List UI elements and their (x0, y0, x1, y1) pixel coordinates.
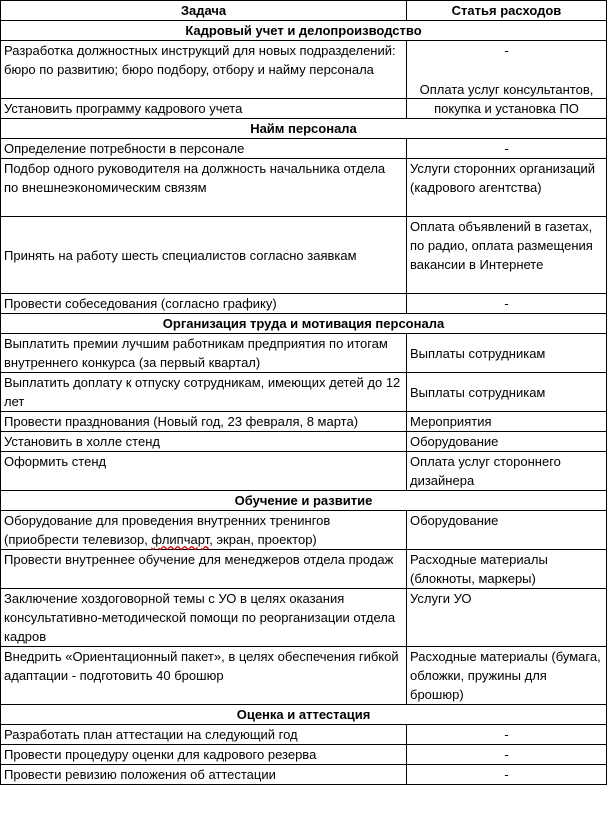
cost-cell: Услуги УО (407, 589, 607, 647)
task-cell: Выплатить премии лучшим работникам предприятия по итогам внутреннего конкурса (за первый квартал) (1, 334, 407, 373)
section-title: Организация труда и мотивация персонала (1, 314, 607, 334)
table-row (1, 139, 607, 159)
table-row (1, 99, 607, 119)
task-cell: Провести празднования (Новый год, 23 февраля, 8 марта) (1, 412, 407, 432)
cost-cell: Оплата объявлений в газетах, по радио, оплата размещения вакансии в Интернете (407, 217, 607, 294)
task-cell: Определение потребности в персонале (1, 139, 407, 159)
table-row (1, 294, 607, 314)
task-text-c: , экран, проектор) (209, 532, 317, 547)
task-cell: Подбор одного руководителя на должность начальника отдела по внешнеэкономическим связям (1, 159, 407, 217)
cost-cell: Выплаты сотрудникам (407, 334, 607, 373)
task-cell (1, 511, 407, 550)
table-row (1, 511, 607, 550)
header-cost: Статья расходов (407, 1, 607, 21)
cost-cell: - (407, 41, 607, 99)
task-text-a: Оборудование для проведения внутренних тренингов (приобрести телевизор, (4, 513, 331, 547)
cost-cell: Оплата услуг стороннего дизайнера (407, 452, 607, 491)
cost-cell: Расходные материалы (бумага, обложки, пружины для брошюр) (407, 647, 607, 705)
table-row (1, 452, 607, 491)
table-row (1, 432, 607, 452)
cost-cell: Услуги сторонних организаций (кадрового агентства) (407, 159, 607, 217)
task-cell: Выплатить доплату к отпуску сотрудникам, имеющих детей до 12 лет (1, 373, 407, 412)
cost-cell: - (407, 294, 607, 314)
section-title: Кадровый учет и делопроизводство (1, 21, 607, 41)
task-cell: Установить программу кадрового учета (1, 99, 407, 119)
table-row (1, 647, 607, 705)
task-cell: Разработать план аттестации на следующий год (1, 725, 407, 745)
cost-cell (407, 82, 607, 119)
table-row (1, 159, 607, 217)
table-row (1, 334, 607, 373)
section-title: Обучение и развитие (1, 491, 607, 511)
task-cell: Принять на работу шесть специалистов согласно заявкам (1, 217, 407, 294)
task-cell: Провести внутреннее обучение для менеджеров отдела продаж (1, 550, 407, 589)
cost-cell: Выплаты сотрудникам (407, 373, 607, 412)
task-cell: Разработка должностных инструкций для новых подразделений: бюро по развитию; бюро подбору, отбору и найму персонала (1, 41, 407, 99)
section-row (1, 314, 607, 334)
cost-cell: - (407, 139, 607, 159)
table-row (1, 589, 607, 647)
task-cell: Провести собеседования (согласно графику) (1, 294, 407, 314)
cost-cell: Мероприятия (407, 412, 607, 432)
section-title: Найм персонала (1, 119, 607, 139)
task-cell: Установить в холле стенд (1, 432, 407, 452)
table-row (1, 373, 607, 412)
table-row (1, 550, 607, 589)
task-cell: Провести ревизию положения об аттестации (1, 765, 407, 785)
section-row (1, 491, 607, 511)
table-row (1, 765, 607, 785)
table-row (1, 745, 607, 765)
cost-cell: Расходные материалы (блокноты, маркеры) (407, 550, 607, 589)
section-row (1, 119, 607, 139)
table-row (1, 217, 607, 294)
cost-cell: - (407, 745, 607, 765)
table-row (1, 725, 607, 745)
section-row (1, 705, 607, 725)
header-row (1, 1, 607, 21)
cost-cell: - (407, 725, 607, 745)
task-text-flagged: флипчарт (151, 532, 210, 547)
section-title: Оценка и аттестация (1, 705, 607, 725)
task-cell: Провести процедуру оценки для кадрового резерва (1, 745, 407, 765)
cost-cell: Оборудование (407, 432, 607, 452)
task-cell: Оформить стенд (1, 452, 407, 491)
cost-text: Оплата услуг консультантов, покупка и установка ПО (419, 82, 594, 116)
table-row (1, 412, 607, 432)
task-cell: Внедрить «Ориентационный пакет», в целях обеспечения гибкой адаптации - подготовить 40 брошюр (1, 647, 407, 705)
header-task: Задача (1, 1, 407, 21)
task-cell: Заключение хоздоговорной темы с УО в целях оказания консультативно-методической помощи по реорганизации отдела кадров (1, 589, 407, 647)
cost-cell: Оборудование (407, 511, 607, 550)
cost-cell: - (407, 765, 607, 785)
section-row (1, 21, 607, 41)
